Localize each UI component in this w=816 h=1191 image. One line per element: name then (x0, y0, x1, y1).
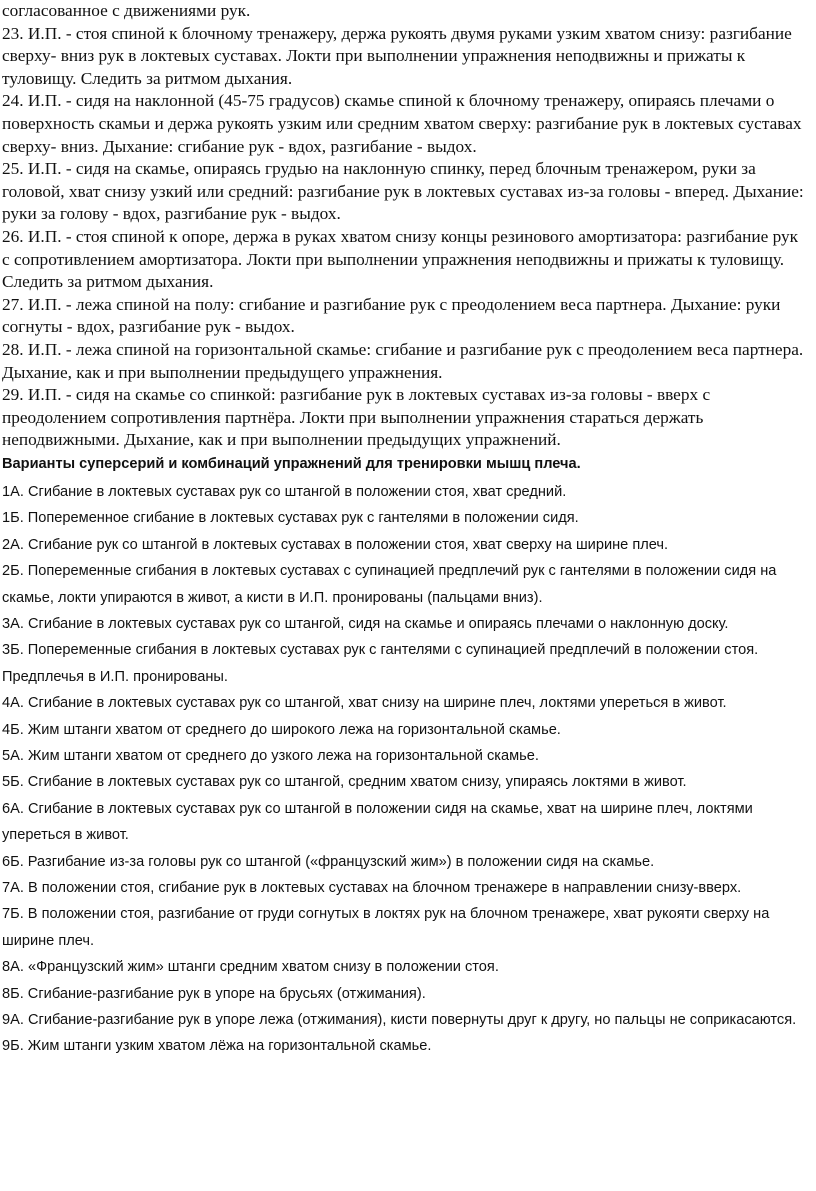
superset-item-4a: 4А. Сгибание в локтевых суставах рук со штангой, хват снизу на ширине плеч, локтями упереться в живот. (2, 695, 727, 712)
superset-item-6a: 6А. Сгибание в локтевых суставах рук со штангой в положении сидя на скамье, хват на ширине плеч, локтями упереться в живот. (2, 800, 753, 844)
superset-item-2b: 2Б. Попеременные сгибания в локтевых суставах с супинацией предплечий рук с гантелями в положении сидя на скамье, локти упираются в живот, а кисти в И.П. пронированы (пальцами вниз). (2, 563, 777, 606)
superset-item-4b: 4Б. Жим штанги хватом от среднего до широкого лежа на горизонтальной скамье. (2, 721, 561, 738)
section-heading: Варианты суперсерий и комбинаций упражнений для тренировки мышц плеча. (2, 455, 581, 472)
superset-item-9a: 9А. Сгибание-разгибание рук в упоре лежа (отжимания), кисти повернуты друг к другу, но пальцы не соприкасаются. (2, 1012, 797, 1028)
superset-section (2, 453, 810, 1060)
exercise-list (2, 0, 810, 452)
superset-item-7a: 7А. В положении стоя, сгибание рук в локтевых суставах на блочном тренажере в направлении снизу-вверх. (2, 879, 742, 896)
superset-item-1b: 1Б. Попеременное сгибание в локтевых суставах рук с гантелями в положении сидя. (2, 510, 579, 527)
superset-item-1a: 1А. Сгибание в локтевых суставах рук со штангой в положении стоя, хват средний. (2, 483, 567, 500)
superset-item-7b: 7Б. В положении стоя, разгибание от груди согнутых в локтях рук на блочном тренажере, хват рукояти сверху на ширине плеч. (2, 906, 770, 949)
superset-item-3a: 3А. Сгибание в локтевых суставах рук со штангой, сидя на скамье и опираясь плечами о наклонную доску. (2, 615, 729, 632)
superset-item-9b: 9Б. Жим штанги узким хватом лёжа на горизонтальной скамье. (2, 1038, 432, 1055)
exercise-25: 25. И.П. - сидя на скамье, опираясь грудью на наклонную спинку, перед блочным тренажером, руки за головой, хват снизу узкий или средний: разгибание рук в локтевых суставах из-за головы - вперед. Дыхание: руки за голову - вдох, разгибание рук - выдох. (2, 159, 804, 224)
exercise-27: 27. И.П. - лежа спиной на полу: сгибание и разгибание рук с преодолением веса партнера. Дыхание: руки согнуты - вдох, разгибание рук - выдох. (2, 294, 781, 337)
paragraph-continuation: согласованное с движениями рук. (2, 1, 251, 20)
superset-item-3b: 3Б. Попеременные сгибания в локтевых суставах рук с гантелями с супинацией предплечий в положении стоя. Предплечья в И.П. пронированы. (2, 642, 759, 685)
superset-item-6b: 6Б. Разгибание из-за головы рук со штангой («французский жим») в положении сидя на скамье. (2, 853, 655, 870)
exercise-24: 24. И.П. - сидя на наклонной (45-75 градусов) скамье спиной к блочному тренажеру, опираясь плечами о поверхность скамьи и держа рукоять узким или средним хватом сверху: разгибание рук в локтевых суставах сверху- вниз. Дыхание: сгибание рук - вдох, разгибание - выдох. (2, 91, 802, 156)
exercise-29: 29. И.П. - сидя на скамье со спинкой: разгибание рук в локтевых суставах из-за головы - вверх с преодолением сопротивления партнёра. Локти при выполнении упражнения стараться держать неподвижными. Дыхание, как и при выполнении предыдущих упражнений. (2, 385, 711, 450)
superset-item-2a: 2А. Сгибание рук со штангой в локтевых суставах в положении стоя, хват сверху на ширине плеч. (2, 536, 669, 553)
exercise-28: 28. И.П. - лежа спиной на горизонтальной скамье: сгибание и разгибание рук с преодолением веса партнера. Дыхание, как и при выполнении предыдущего упражнения. (2, 339, 804, 382)
exercise-26: 26. И.П. - стоя спиной к опоре, держа в руках хватом снизу концы резинового амортизатора: разгибание рук с сопротивлением амортизатора. Локти при выполнении упражнения неподвижны и прижаты к туловищу. Следить за ритмом дыхания. (2, 226, 799, 292)
exercise-23: 23. И.П. - стоя спиной к блочному тренажеру, держа рукоять двумя руками узким хватом снизу: разгибание сверху- вниз рук в локтевых суставах. Локти при выполнении упражнения неподвижны и прижаты к туловищу. Следить за ритмом дыхания. (2, 23, 792, 88)
superset-item-5b: 5Б. Сгибание в локтевых суставах рук со штангой, средним хватом снизу, упираясь локтями в живот. (2, 774, 687, 791)
superset-item-8b: 8Б. Сгибание-разгибание рук в упоре на брусьях (отжимания). (2, 985, 426, 1002)
superset-item-5a: 5А. Жим штанги хватом от среднего до узкого лежа на горизонтальной скамье. (2, 747, 539, 764)
superset-item-8a: 8А. «Французский жим» штанги средним хватом снизу в положении стоя. (2, 959, 499, 976)
